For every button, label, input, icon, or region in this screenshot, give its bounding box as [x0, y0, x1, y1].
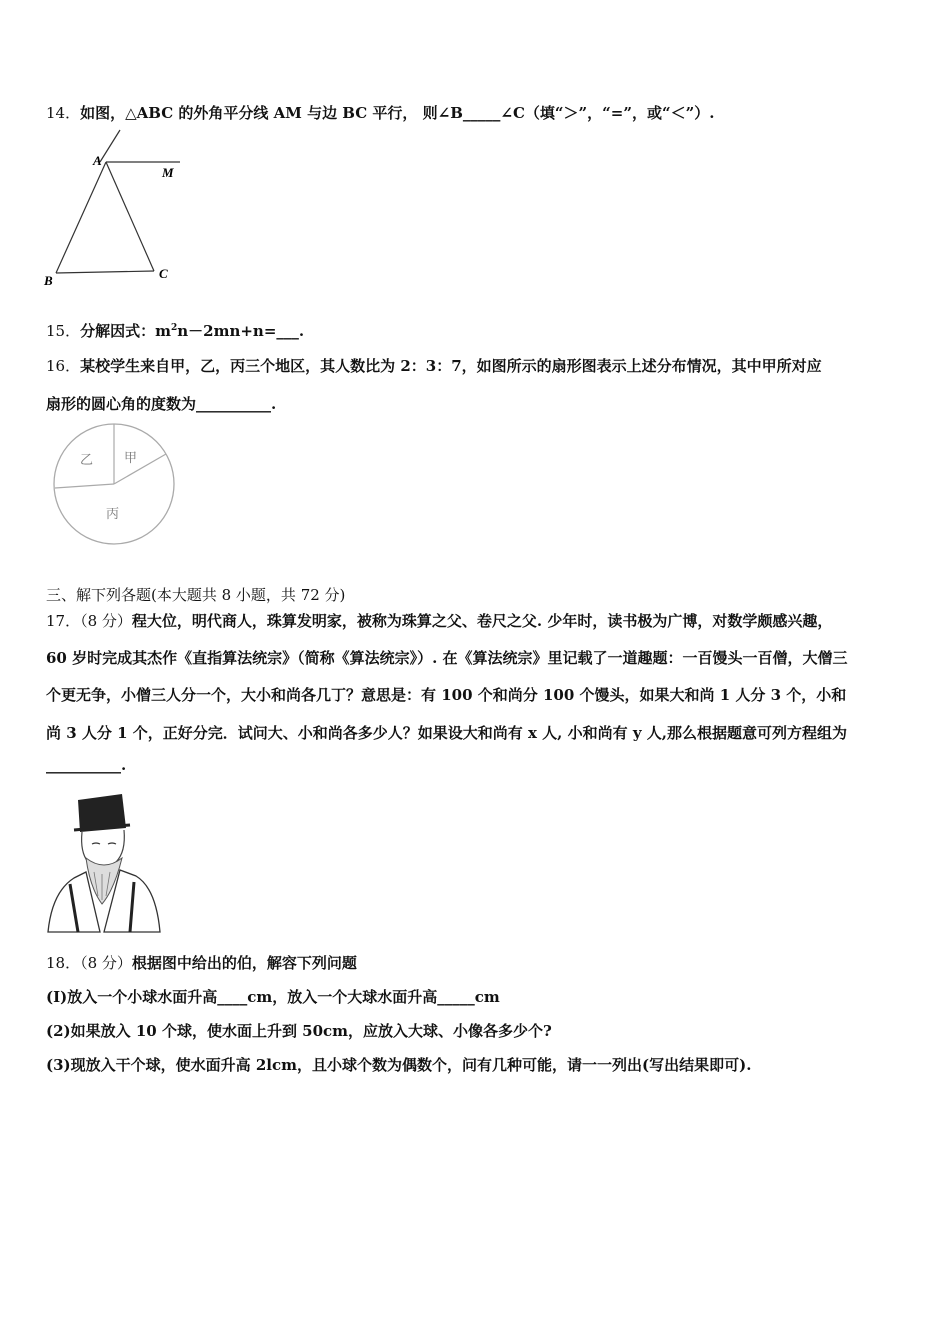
q17-line3: 个更无争，小僧三人分一个，大小和尚各几丁？意思是：有 100 个和尚分 100 个馒头，如果大和尚 1 人分 3 个，小和	[46, 686, 847, 704]
q16-number: 16．	[46, 357, 81, 375]
q15-text	[46, 320, 304, 341]
label-c: C	[159, 266, 168, 281]
q17-line1	[46, 610, 832, 631]
q15-number: 15．	[46, 322, 81, 340]
section-3-title: 三、解下列各题(本大题共 8 小题，共 72 分)	[46, 586, 346, 604]
q18-score: （8 分）	[80, 954, 132, 972]
q15-sup: 2	[170, 323, 178, 333]
extension-line	[100, 130, 120, 162]
q18-part2: (2)如果放入 10 个球，使水面上升到 50cm，应放入大球、小像各多少个?	[46, 1022, 552, 1040]
q18-title: 根据图中给出的伯，解容下列问题	[131, 954, 357, 972]
q14-text	[46, 102, 714, 123]
pie-label-bing: 丙	[106, 507, 120, 522]
side-bc	[56, 271, 154, 273]
q18-title-line	[46, 952, 357, 973]
q18-number: 18．	[46, 954, 81, 972]
q17-line4: 尚 3 人分 1 个，正好分完．试问大、小和尚各多少人？如果设大和尚有 x 人, 小和尚有 y 人,那么根据题意可列方程组为	[46, 724, 847, 742]
q18-part3: (3)现放入干个球，使水面升高 2lcm，且小球个数为偶数个，问有几种可能，请一一列出(写出结果即可).	[46, 1056, 752, 1074]
pie-label-yi: 乙	[80, 453, 94, 468]
q16-line2: 扇形的圆心角的度数为__________.	[46, 395, 277, 413]
q16-body-line1: 某校学生来自甲，乙，丙三个地区，其人数比为 2：3：7，如图所示的扇形图表示上述分布情况，其中甲所对应	[80, 357, 822, 375]
side-ab	[56, 162, 106, 273]
pie-label-jia: 甲	[124, 451, 138, 466]
q15-body-post: n－2mn+n=___.	[177, 322, 305, 340]
pie-divider-right	[114, 454, 166, 484]
label-b: B	[44, 273, 53, 288]
label-a: A	[93, 153, 102, 168]
q14-body: 如图，△ABC 的外角平分线 AM 与边 BC 平行， 则∠B_____∠C（填“＞”，“=”，或“＜”）.	[80, 104, 715, 122]
q15-body-pre: 分解因式：m	[80, 322, 171, 340]
side-ac	[106, 162, 154, 271]
pie-divider-left	[55, 484, 114, 488]
q17-line5: __________.	[46, 756, 127, 774]
q17-score: （8 分）	[80, 612, 132, 630]
q16-line1	[46, 355, 822, 376]
triangle-figure	[40, 128, 190, 290]
q18-part1: (I)放入一个小球水面升高____cm，放入一个大球水面升高_____cm	[46, 988, 500, 1006]
label-m: M	[162, 165, 174, 180]
q17-body-line1: 程大位，明代商人，珠算发明家，被称为珠算之父、卷尺之父. 少年时，读书极为广博，对数学颇感兴趣，	[131, 612, 833, 630]
portrait-eyes	[92, 843, 116, 844]
q17-number: 17．	[46, 612, 81, 630]
portrait-figure	[44, 792, 162, 934]
q14-number: 14．	[46, 104, 81, 122]
pie-chart-figure	[44, 420, 186, 550]
q17-line2: 60 岁时完成其杰作《直指算法统宗》（简称《算法统宗》）. 在《算法统宗》里记载了一道趣题：一百馒头一百僧，大僧三	[46, 649, 848, 667]
